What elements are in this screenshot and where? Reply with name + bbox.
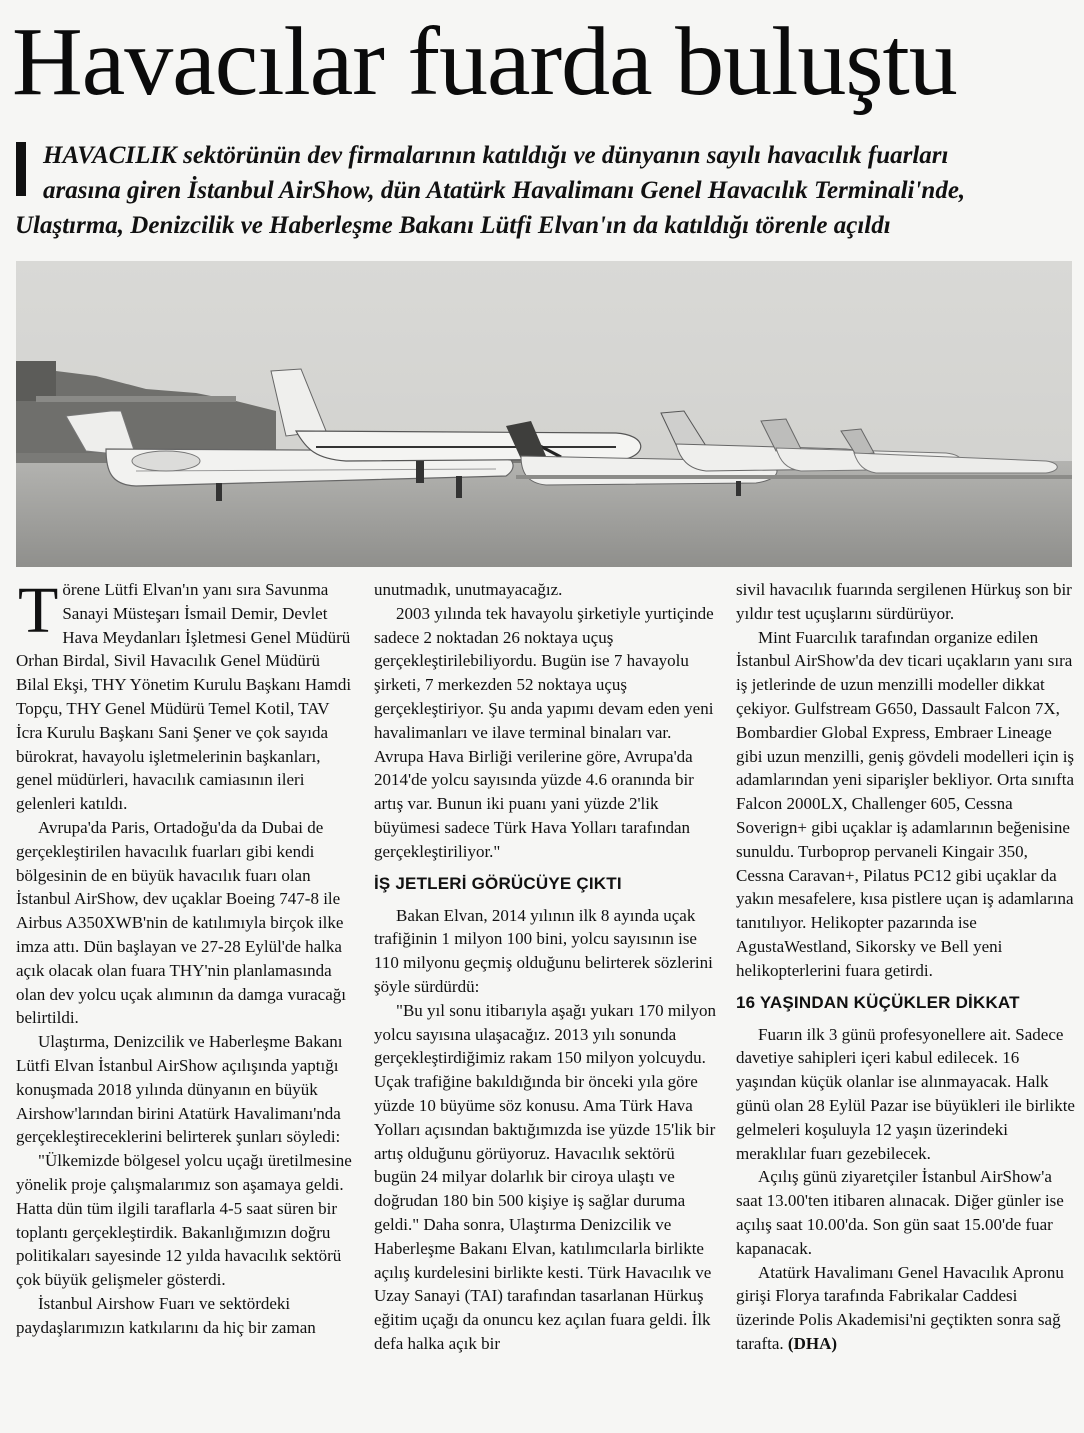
paragraph: Bakan Elvan, 2014 yılının ilk 8 ayında uçak trafiğinin 1 milyon 100 bini, yolcu sayısının ise 110 milyonu geçmiş olduğunu belirterek sözlerini şöyle sürdürdü: bbox=[374, 905, 713, 996]
subheading: 16 YAŞINDAN KÜÇÜKLER DİKKAT bbox=[736, 992, 1020, 1012]
lead-line-1: HAVACILIK sektörünün dev firmalarının katıldığı ve dünyanın sayılı havacılık fuarları bbox=[43, 142, 949, 169]
paragraph: 2003 yılında tek havayolu şirketiyle yurtiçinde sadece 2 noktadan 26 noktaya uçuş gerçekleştirilebiliyordu. Bugün ise 7 havayolu şirketi, 7 merkezden 52 noktaya uçuş gerçekleştiriyor. Şu anda yapımı devam eden yeni havalimanları ve ilave terminal binaları var. Avrupa Hava Birliği verilerine göre, Avrupa'da 2014'de yolcu sayısında yüzde 4.6 oranında bir artış var. Bunun iki puanı yani yüzde 2'lik büyümesi sadece Türk Hava Yolları tarafından gerçekleştiriliyor." bbox=[374, 603, 714, 861]
paragraph: unutmadık, unutmayacağız. bbox=[374, 580, 563, 599]
paragraph bbox=[736, 1261, 1076, 1356]
article-column-3 bbox=[736, 578, 1076, 1356]
paragraph: "Ülkemizde bölgesel yolcu uçağı üretilmesine yönelik proje çalışmalarımız son aşamaya geldi. Hatta dün tüm ilgili taraflarla 4-5 saat süren bir toplantı gerçekleştirdik. Bakanlığımızın doğru politikaları sayesinde 12 yılda havacılık sektörü çok büyük gelişmeler gösterdi. bbox=[16, 1151, 352, 1290]
headline: Havacılar fuarda buluştu bbox=[12, 8, 957, 116]
article-column-2 bbox=[374, 578, 716, 1356]
lead-line-2: arasına giren İstanbul AirShow, dün Atatürk Havalimanı Genel Havacılık Terminali'nde, bbox=[43, 177, 966, 204]
airport-apron-photo bbox=[16, 261, 1072, 567]
drop-cap: T bbox=[18, 574, 59, 647]
paragraph bbox=[16, 574, 356, 816]
paragraph: sivil havacılık fuarında sergilenen Hürkuş son bir yıldır test uçuşlarını sürdürüyor. bbox=[736, 580, 1072, 623]
news-agency-credit: (DHA) bbox=[787, 1333, 838, 1353]
paragraph-text: örene Lütfi Elvan'ın yanı sıra Savunma Sanayi Müsteşarı İsmail Demir, Devlet Hava Meydanları İşletmesi Genel Müdürü Orhan Birdal, Sivil Havacılık Genel Müdürü Bilal Ekşi, THY Yönetim Kurulu Başkanı Hamdi Topçu, THY Genel Müdürü Temel Kotil, TAV İcra Kurulu Başkanı Sani Şener ve çok sayıda bürokrat, havayolu işletmelerinin başkanları, genel müdürleri, havacılık camiasının ileri gelenleri katıldı. bbox=[16, 580, 352, 814]
paragraph: Mint Fuarcılık tarafından organize edilen İstanbul AirShow'da dev ticari uçakların yanı sıra iş jetlerinde de uzun menzilli modeller dikkat çekiyor. Gulfstream G650, Dassault Falcon 7X, Bombardier Global Express, Embraer Lineage gibi uzun menzilli, geniş gövdeli modelleri için iş adamlarından yeni siparişler bekliyor. Orta sınıfta Falcon 2000LX, Challenger 605, Cessna Soverign+ gibi uçaklar iş adamlarının beğenisine sunuldu. Turboprop pervaneli Kingair 350, Cessna Caravan+, Pilatus PC12 gibi uçaklar da yakın mesafelere, kısa pistlere uçan iş adamlarına tanıtılıyor. Helikopter pazarında ise AgustaWestland, Sikorsky ve Bell yeni helikopterlerini fuara getirdi. bbox=[736, 627, 1075, 980]
airplanes-illustration bbox=[16, 261, 1072, 567]
lead-line-3: Ulaştırma, Denizcilik ve Haberleşme Bakanı Lütfi Elvan'ın da katıldığı törenle açıldı bbox=[15, 212, 891, 239]
subheading: İŞ JETLERİ GÖRÜCÜYE ÇIKTI bbox=[374, 873, 622, 893]
paragraph: Avrupa'da Paris, Ortadoğu'da da Dubai de gerçekleştirilen havacılık fuarları gibi kendi bölgesinin de en büyük havacılık fuarı olan İstanbul AirShow, dev uçaklar Boeing 747-8 ile Airbus A350XWB'nin de katılımıyla birçok ilke imza attı. Dün başlayan ve 27-28 Eylül'de halka açık olacak olan fuara THY'nin planlamasında olan dev yolcu uçak alımının da damga vuracağı belirtildi. bbox=[16, 817, 346, 1028]
paragraph: İstanbul Airshow Fuarı ve sektördeki paydaşlarımızın katkılarını da hiç bir zaman bbox=[16, 1293, 316, 1337]
paragraph: "Bu yıl sonu itibarıyla aşağı yukarı 170 milyon yolcu sayısına ulaşacağız. 2013 yılı sonunda gerçekleştirdiğimiz rakam 150 milyon yolcuydu. Uçak trafiğine bakıldığında bir önceki yıla göre yüzde 10 büyüme söz konusu. Ama Türk Hava Yolları açısından baktığımızda ise yüzde 15'lik bir artış olduğunu görüyoruz. Havacılık sektörü bugün 24 milyar dolarlık bir ciroya ulaştı ve doğrudan 180 bin 500 kişiye iş sağlar duruma geldi." Daha sonra, Ulaştırma Denizcilik ve Haberleşme Bakanı Elvan, katılımcılarla birlikte açılış kurdelesini birlikte kesti. Türk Havacılık ve Uzay Sanayi (TAI) tarafından tasarlanan Hürkuş eğitim uçağı da onuncu kez açılan fuara geldi. İlk defa halka açık bir bbox=[374, 1000, 716, 1353]
article-column-1 bbox=[16, 574, 356, 1340]
paragraph: Fuarın ilk 3 günü profesyonellere ait. Sadece davetiye sahipleri içeri kabul edilecek. 16 yaşından küçük olanlar ise alınmayacak. Halk günü olan 28 Eylül Pazar ise büyükleri ile birlikte gelmeleri koşuluyla 12 yaşın üzerindeki meraklılar fuarı gezebilecek. bbox=[736, 1024, 1075, 1163]
lead-paragraph bbox=[15, 138, 1075, 243]
paragraph-text: Atatürk Havalimanı Genel Havacılık Apronu girişi Florya tarafında Fabrikalar Caddesi üzerinde Polis Akademisi'ni geçtikten sonra sağ tarafta. bbox=[736, 1262, 1064, 1353]
paragraph: Ulaştırma, Denizcilik ve Haberleşme Bakanı Lütfi Elvan İstanbul AirShow açılışında yaptığı konuşmada 2018 yılında dünyanın en büyük Airshow'larından birini Atatürk Havalimanı'nda gerçekleştireceklerini belirterek şunları söyledi: bbox=[16, 1032, 343, 1147]
paragraph: Açılış günü ziyaretçiler İstanbul AirShow'a saat 13.00'ten itibaren alınacak. Diğer günler ise açılış saat 10.00'da. Son gün saat 15.00'de fuar kapanacak. bbox=[736, 1167, 1064, 1258]
